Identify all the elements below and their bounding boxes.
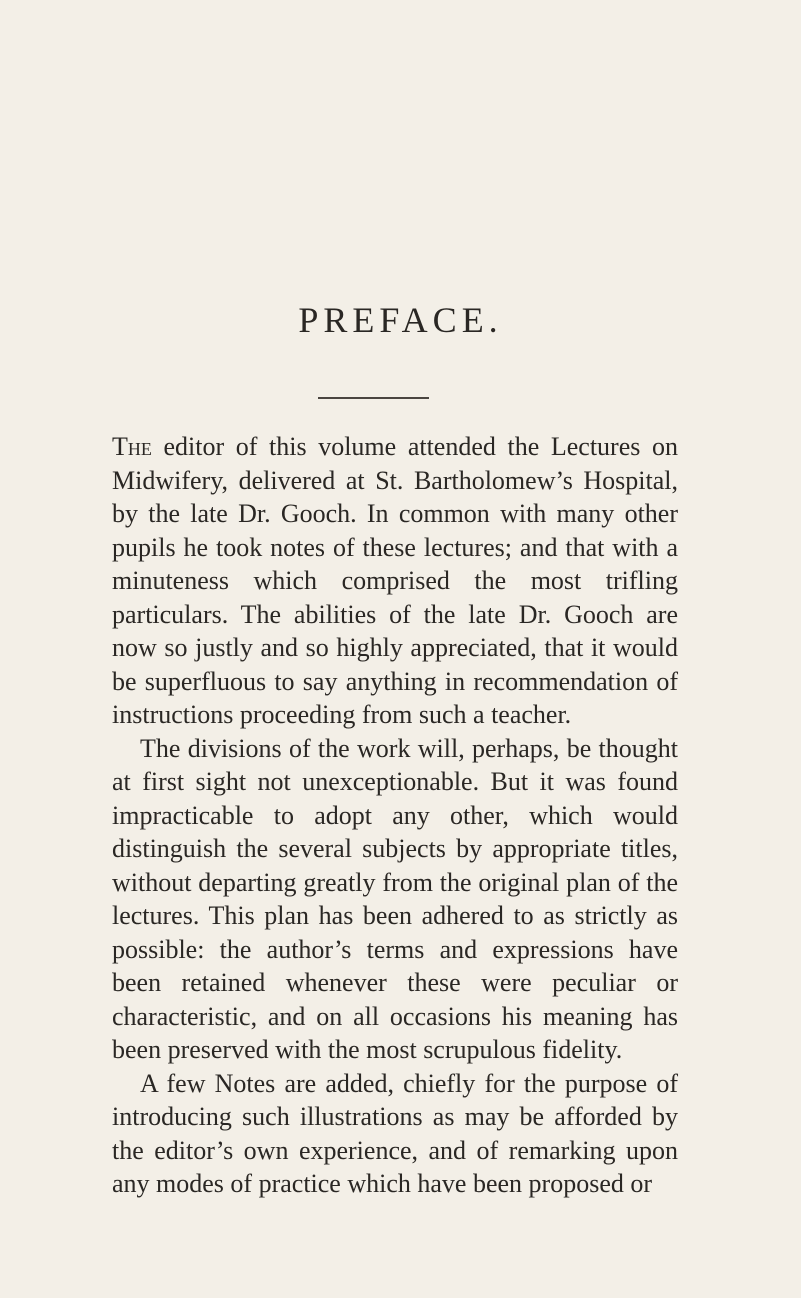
first-word: The [112, 432, 152, 461]
preface-body [112, 430, 678, 1201]
paragraph-3: A few Notes are added, chiefly for the purpose of introducing such illustrations as may be afforded by the editor’s own experience, and of remarking upon any modes of practice which have been proposed or [112, 1068, 678, 1198]
page-title: PREFACE. [298, 300, 503, 340]
paragraph-1 [112, 430, 678, 732]
paragraph-2: The divisions of the work will, perhaps, be thought at first sight not unexceptionable. But it was found impracticable to adopt any other, which would distinguish the several subjects by appropriate titles, without departing greatly from the original plan of the lectures. This plan has been adhered to as strictly as possible: the author’s terms and expressions have been retained whenever these were peculiar or characteristic, and on all occasions his meaning has been preserved with the most scrupulous fidelity. [112, 733, 678, 1064]
paragraph-1-text: editor of this volume attended the Lectures on Midwifery, delivered at St. Bartholomew’s Hospital, by the late Dr. Gooch. In common with many other pupils he took notes of these lectures; and that with a minuteness which comprised the most trifling particulars. The abilities of the late Dr. Gooch are now so justly and so highly appreciated, that it would be superfluous to say anything in recommendation of instructions proceeding from such a teacher. [112, 432, 678, 729]
title-rule [318, 397, 429, 399]
